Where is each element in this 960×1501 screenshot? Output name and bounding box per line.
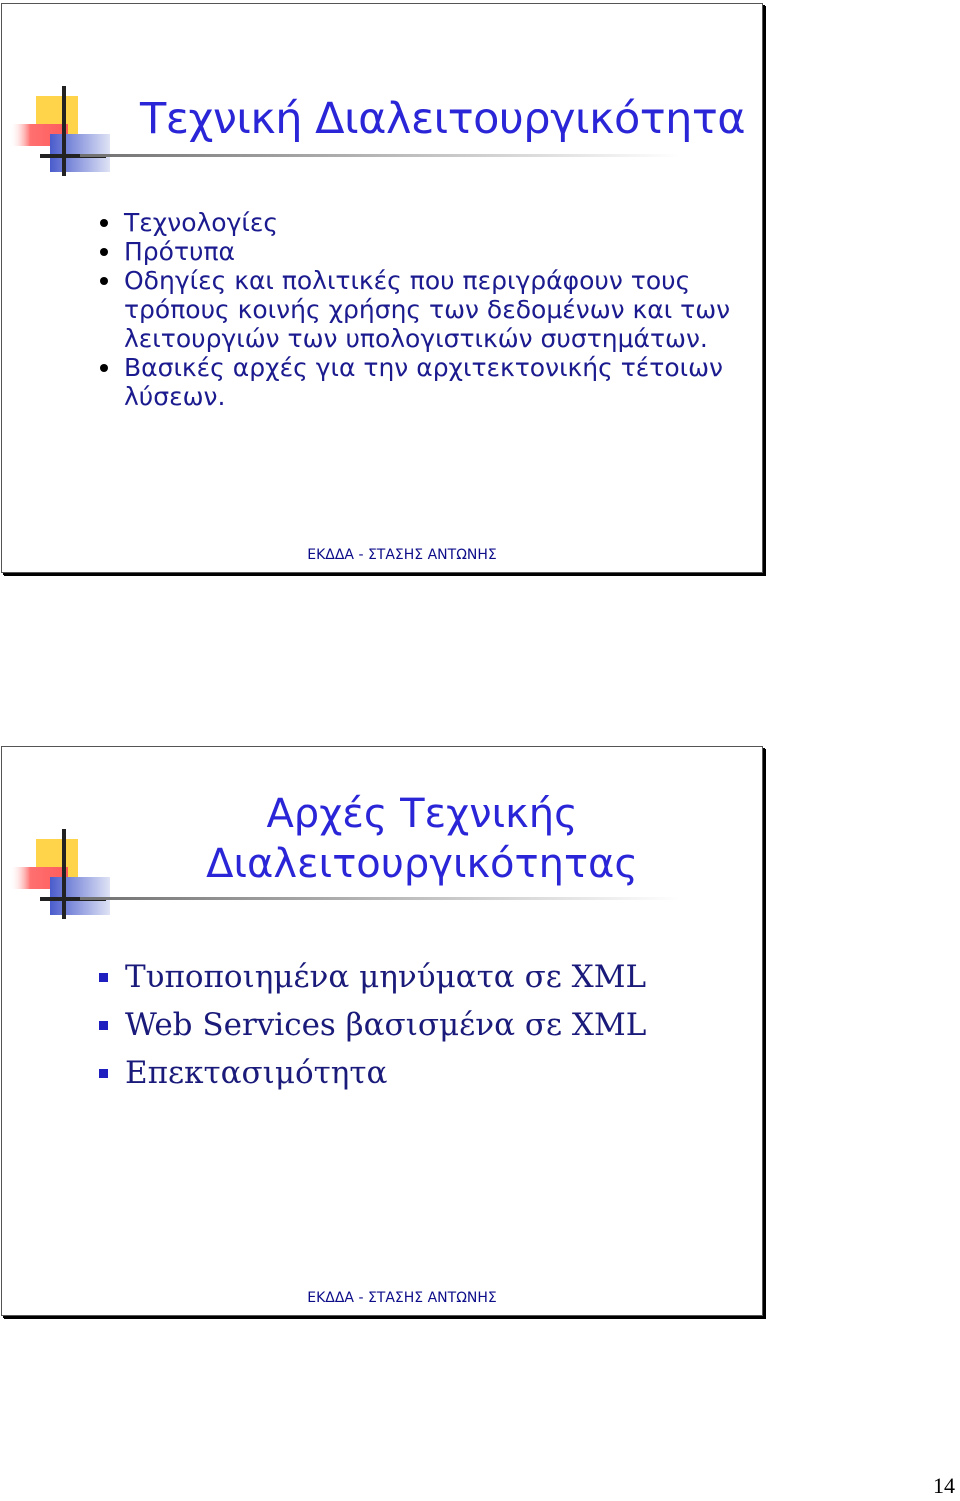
- list-item: Τυποποιημένα μηνύματα σε XML: [99, 953, 739, 1001]
- list-item: Βασικές αρχές για την αρχιτεκτονικής τέτοιων λύσεων.: [100, 353, 740, 411]
- slide-1: [1, 3, 763, 573]
- slide-title: Αρχές Τεχνικής Διαλειτουργικότητας: [206, 791, 638, 887]
- list-item: Επεκτασιμότητα: [99, 1049, 739, 1097]
- bullet-list: [99, 953, 739, 1097]
- list-item: Τεχνολογίες: [100, 208, 740, 237]
- bullet-list: [100, 208, 740, 411]
- slide-2: [1, 746, 763, 1316]
- list-item: Web Services βασισμένα σε XML: [99, 1001, 739, 1049]
- bullet-square-icon: [99, 1069, 108, 1078]
- bullet-square-icon: [99, 973, 108, 982]
- list-item: Οδηγίες και πολιτικές που περιγράφουν τους τρόπους κοινής χρήσης των δεδομένων και των λειτουργιών των υπολογιστικών συστημάτων.: [100, 266, 740, 353]
- bullet-dot-icon: [100, 248, 108, 256]
- slide-footer: ΕΚΔΔΑ - ΣΤΑΣΗΣ ΑΝΤΩΝΗΣ: [307, 1290, 497, 1306]
- bullet-dot-icon: [100, 219, 108, 227]
- list-item: Πρότυπα: [100, 237, 740, 266]
- bullet-dot-icon: [100, 364, 108, 372]
- slide-footer: ΕΚΔΔΑ - ΣΤΑΣΗΣ ΑΝΤΩΝΗΣ: [307, 547, 497, 563]
- slide-title: Τεχνική Διαλειτουργικότητα: [140, 94, 746, 144]
- bullet-square-icon: [99, 1021, 108, 1030]
- bullet-dot-icon: [100, 277, 108, 285]
- page-number: 14: [933, 1473, 955, 1498]
